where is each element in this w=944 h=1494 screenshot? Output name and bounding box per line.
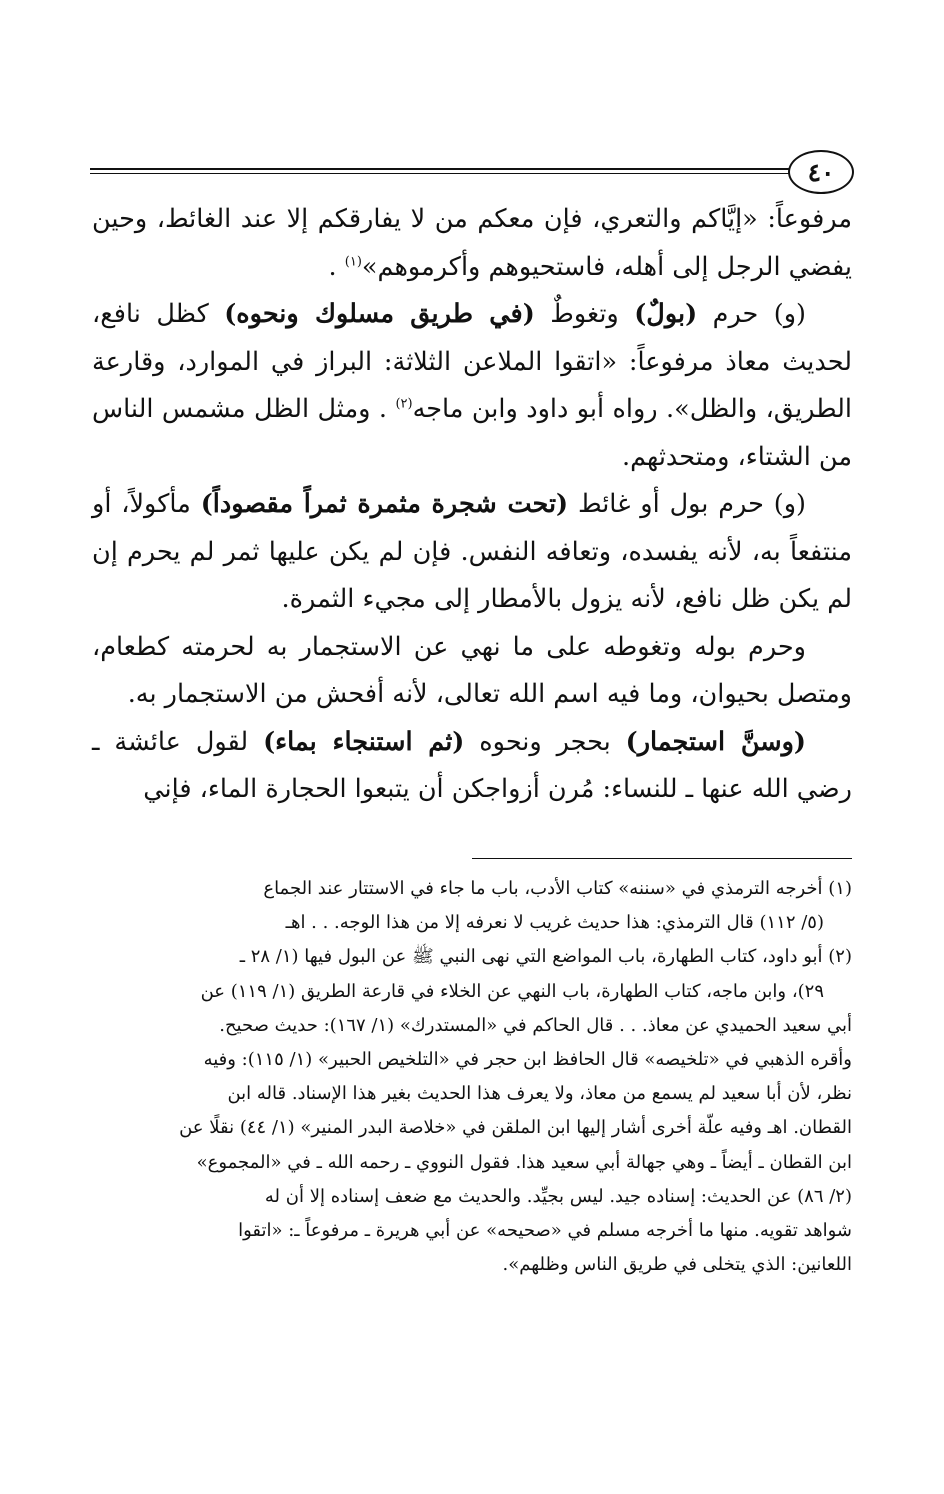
footnote-2-line-7: ابن القطان ـ أيضاً ـ وهي جهالة أبي سعيد هذا. فقول النووي ـ رحمه الله ـ في «المجموع» — [196, 1151, 852, 1173]
paragraph-1-end: . — [328, 251, 345, 282]
paragraph-2-part-e: كظل نافع، لحديث معاذ مرفوعاً: «اتقوا الملاعن الثلاثة: البراز في الموارد، وقارعة الطريق، والظل». رواه أبو داود وابن ماجه — [92, 299, 853, 424]
paragraph-5-matn-c: (ثم استنجاء بماء) — [263, 726, 465, 757]
footnote-2-line-10: اللعانين: الذي يتخلى في طريق الناس وظلهم». — [502, 1254, 852, 1276]
footnote-2-line-8: (٢/ ٨٦) عن الحديث: إسناده جيد. ليس بجيِّد. والحديث مع ضعف إسناده إلا أن له — [264, 1185, 852, 1207]
main-text — [92, 196, 852, 814]
page-number: ٤٠ — [807, 157, 835, 187]
footnotes — [92, 872, 852, 1282]
paragraph-3-part-a: (و) حرم بول أو غائط — [568, 489, 806, 519]
paragraph-3-matn-b: (تحت شجرة مثمرة ثمراً مقصوداً) — [200, 489, 569, 519]
footnote-ref-2: (٢) — [395, 396, 413, 412]
paragraph-5-matn-a: (وسنَّ استجمار) — [625, 726, 806, 757]
paragraph-3 — [92, 481, 852, 624]
footnote-2-line-5: نظر، لأن أبا سعيد لم يسمع من معاذ، ولا يعرف هذا الحديث بغير هذا الإسناد. قاله ابن — [227, 1083, 852, 1105]
paragraph-1 — [92, 196, 852, 291]
paragraph-2-part-a: (و) حرم — [697, 299, 806, 329]
footnote-ref-1: (١) — [344, 254, 362, 269]
footnote-2-line-3: أبي سعيد الحميدي عن معاذ. . . قال الحاكم في «المستدرك» (١/ ١٦٧): حديث صحيح. — [219, 1014, 852, 1036]
paragraph-4 — [92, 624, 852, 719]
footnote-2-line-1: (٢) أبو داود، كتاب الطهارة، باب المواضع التي نهى النبي ﷺ عن البول فيها (١/ ٢٨ ـ — [239, 946, 852, 968]
paragraph-4-text: وحرم بوله وتغوطه على ما نهي عن الاستجمار به لحرمته كطعام، ومتصل بحيوان، وما فيه اسم الله تعالى، لأنه أفحش من الاستجمار به. — [92, 631, 852, 709]
footnote-1-line-1: (١) أخرجه الترمذي في «سننه» كتاب الأدب، باب ما جاء في الاستتار عند الجماع — [263, 878, 852, 899]
paragraph-2 — [92, 291, 852, 481]
paragraph-3-part-c: مأكولاً، أو منتفعاً به، لأنه يفسده، وتعافه النفس. فإن لم يكن عليها ثمر لم يحرم إن لم يكن ظل نافع، لأنه يزول بالأمطار إلى مجيء الثمرة. — [92, 489, 852, 614]
paragraph-5-part-b: بحجر ونحوه — [464, 726, 626, 757]
footnote-2-line-6: القطان. اهـ وفيه علّة أخرى أشار إليها ابن الملقن في «خلاصة البدر المنير» (١/ ٤٤) نقلًا عن — [179, 1117, 852, 1139]
page-number-badge — [788, 150, 854, 194]
footnote-2-line-2: ٢٩)، وابن ماجه، كتاب الطهارة، باب النهي عن الخلاء في قارعة الطريق (١/ ١١٩) عن — [200, 980, 824, 1002]
paragraph-1-text: مرفوعاً: «إيَّاكم والتعري، فإن معكم من لا يفارقكم إلا عند الغائط، وحين يفضي الرجل إلى أهله، فاستحيوهم وأكرموهم» — [92, 204, 852, 282]
footnote-separator — [472, 858, 852, 859]
paragraph-2-part-c: وتغوطٌ — [534, 299, 635, 329]
paragraph-5-part-d: لقول عائشة ـ رضي الله عنها ـ للنساء: مُرن أزواجكن أن يتبعوا الحجارة الماء، فإني — [92, 726, 852, 804]
paragraph-2-matn-d: (في طريق مسلوك ونحوه) — [224, 299, 535, 329]
header-rule — [90, 168, 824, 174]
paragraph-2-part-f: . ومثل الظل مشمس الناس من الشتاء، ومتحدثهم. — [92, 394, 852, 472]
footnote-2-line-4: وأقره الذهبي في «تلخيصه» قال الحافظ ابن حجر في «التلخيص الحبير» (١/ ١١٥): وفيه — [203, 1049, 852, 1071]
footnote-2-line-9: شواهد تقويه. منها ما أخرجه مسلم في «صحيحه» عن أبي هريرة ـ مرفوعاً ـ: «اتقوا — [238, 1220, 852, 1242]
footnote-1-line-2: (٥/ ١١٢) قال الترمذي: هذا حديث غريب لا نعرفه إلا من هذا الوجه. . . اهـ — [285, 912, 824, 934]
paragraph-2-matn-b: (بولٌ) — [634, 299, 698, 329]
paragraph-5 — [92, 719, 852, 814]
